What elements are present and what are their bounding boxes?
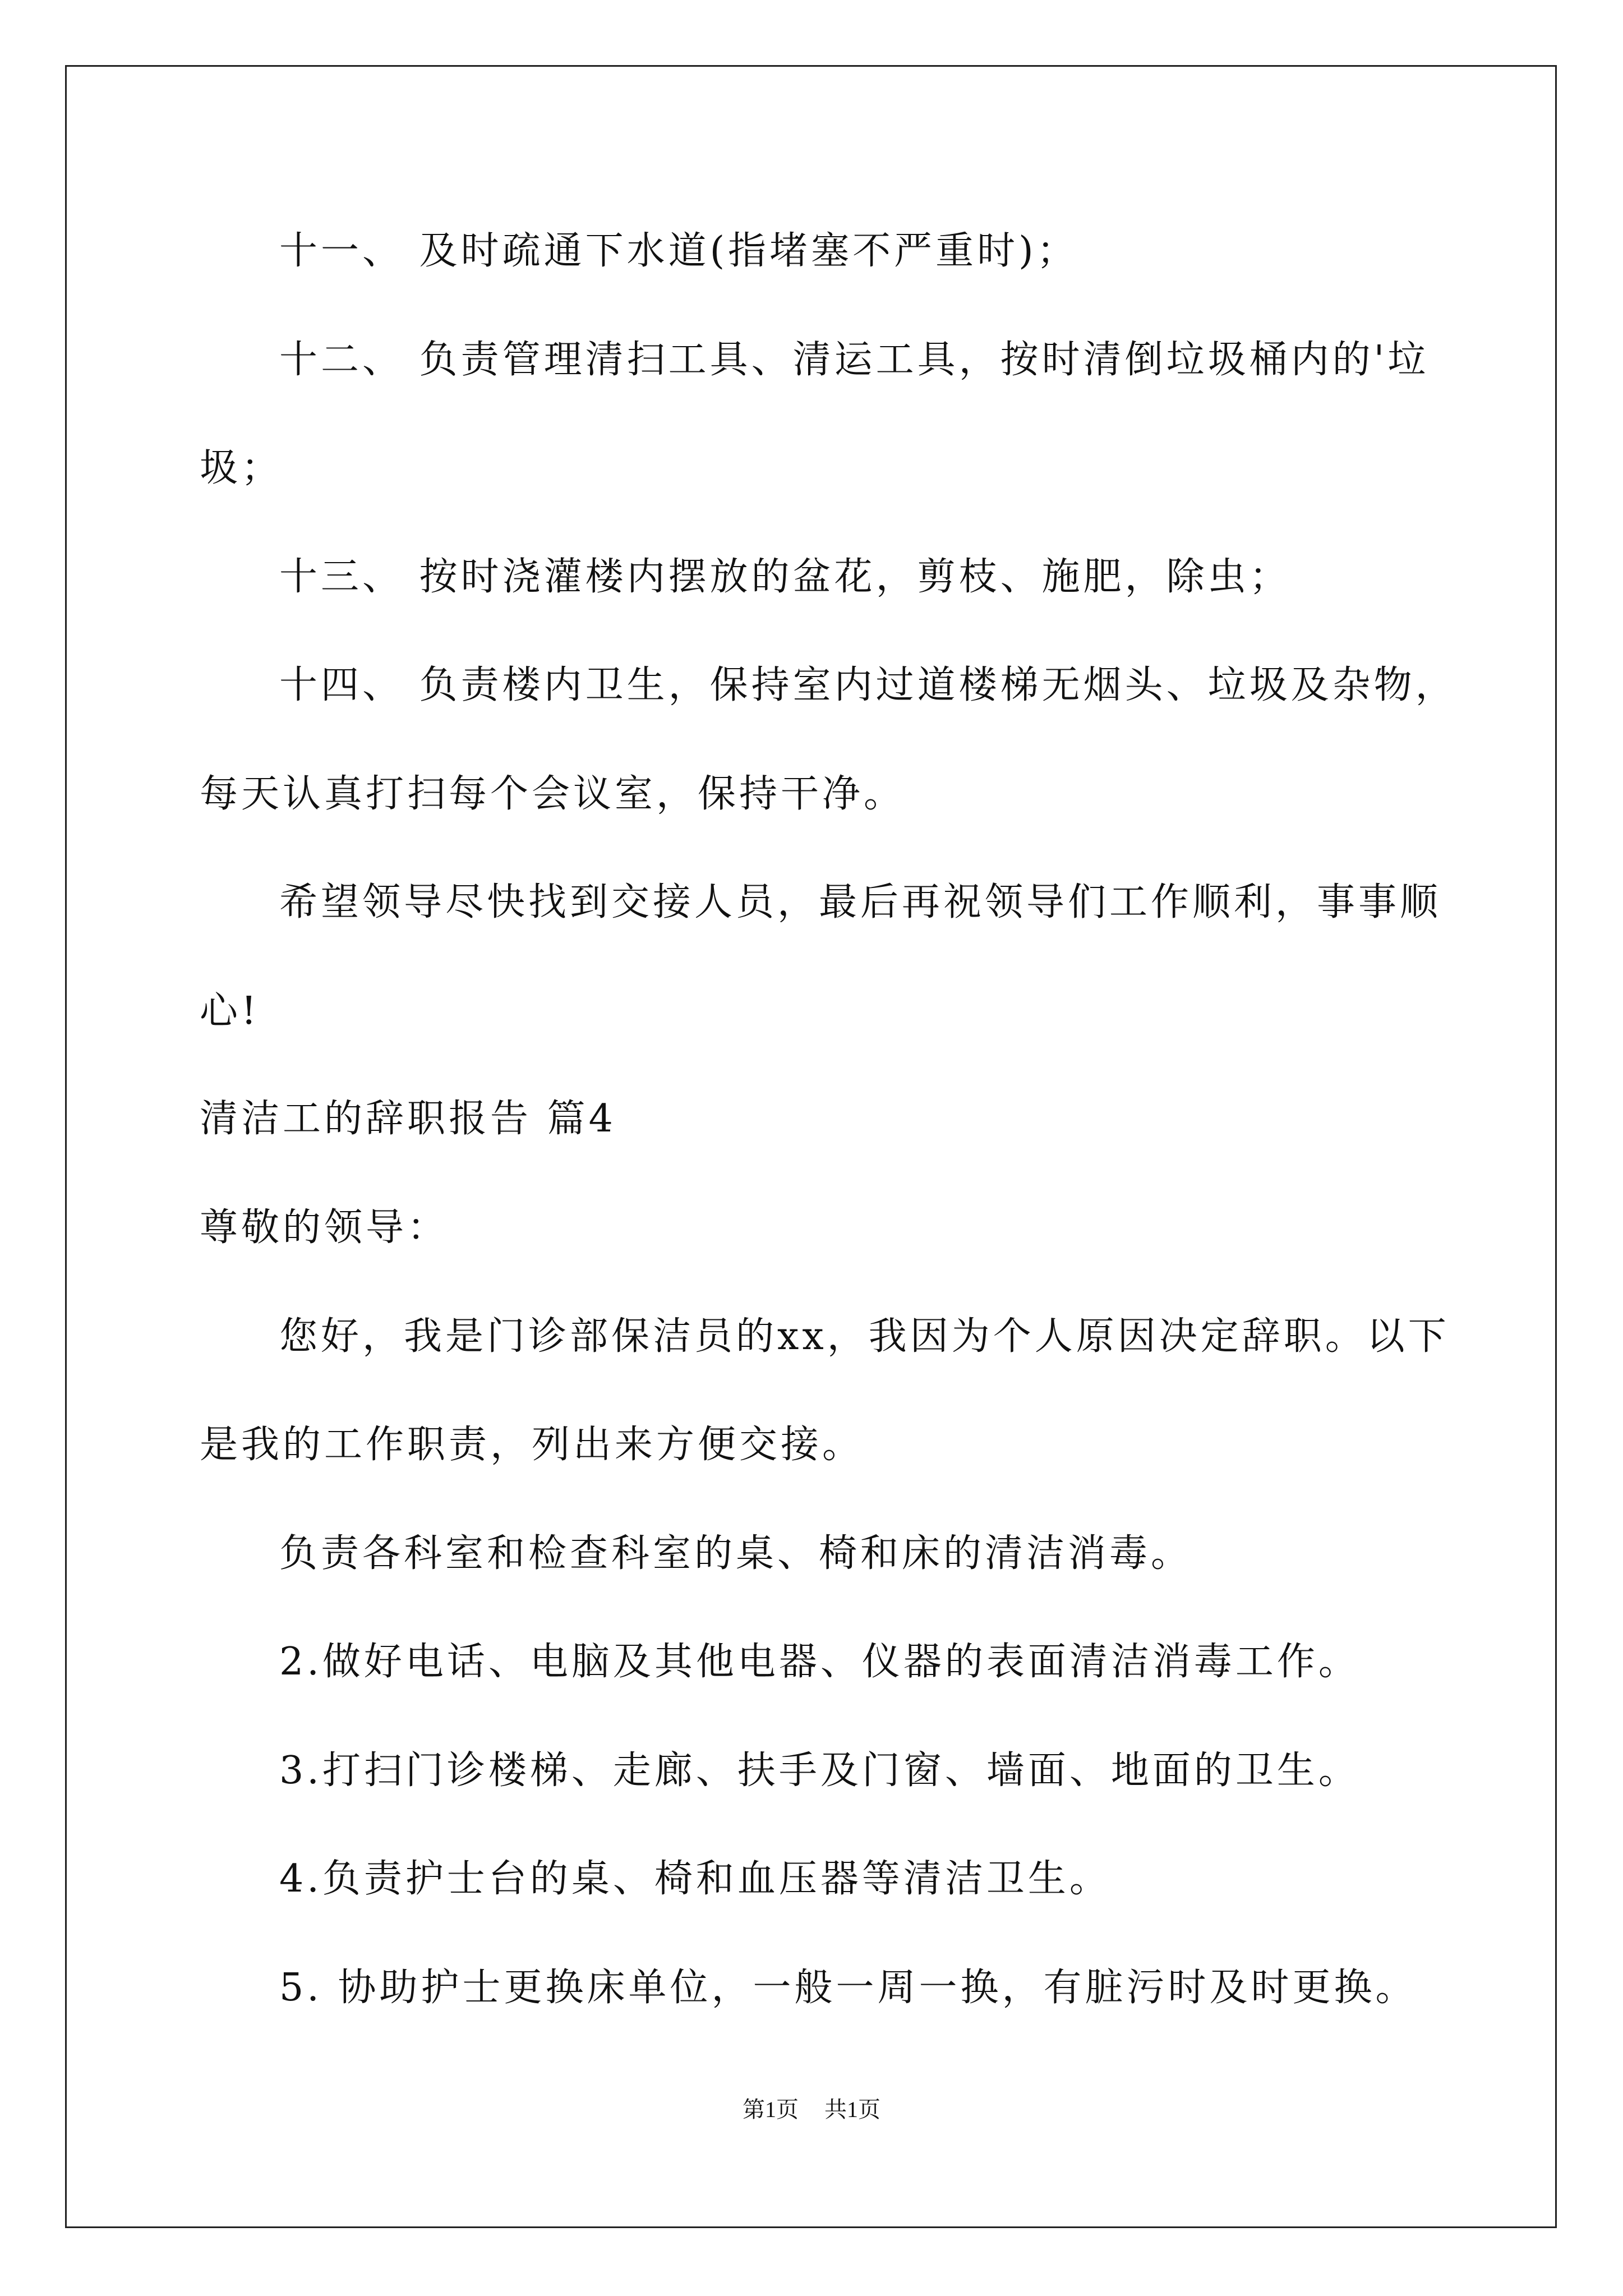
page-footer bbox=[0, 2096, 1623, 2124]
paragraph-line: 十四、 负责楼内卫生，保持室内过道楼梯无烟头、垃圾及杂物， bbox=[279, 663, 1457, 707]
paragraph-line: 心! bbox=[200, 989, 260, 1033]
list-item: 2.做好电话、电脑及其他电器、仪器的表面清洁消毒工作。 bbox=[279, 1640, 1360, 1684]
paragraph-line: 负责各科室和检查科室的桌、椅和床的清洁消毒。 bbox=[279, 1531, 1193, 1576]
paragraph-line: 您好，我是门诊部保洁员的xx，我因为个人原因决定辞职。以下 bbox=[279, 1314, 1450, 1359]
paragraph-line: 十一、 及时疏通下水道(指堵塞不严重时)； bbox=[279, 229, 1078, 273]
paragraph-line: 希望领导尽快找到交接人员，最后再祝领导们工作顺利，事事顺 bbox=[279, 880, 1442, 924]
paragraph-line: 十三、 按时浇灌楼内摆放的盆花，剪枝、施肥，除虫； bbox=[279, 555, 1291, 599]
page-number: 第1页 bbox=[743, 2097, 799, 2122]
paragraph-line: 圾； bbox=[200, 446, 283, 490]
page-total: 共1页 bbox=[824, 2097, 880, 2122]
list-item: 5. 协助护士更换床单位，一般一周一换，有脏污时及时更换。 bbox=[279, 1966, 1417, 2010]
paragraph-line: 每天认真打扫每个会议室，保持干净。 bbox=[200, 772, 906, 816]
section-title: 清洁工的辞职报告 篇4 bbox=[200, 1097, 616, 1141]
list-item: 3.打扫门诊楼梯、走廊、扶手及门窗、墙面、地面的卫生。 bbox=[279, 1749, 1360, 1793]
paragraph-line: 十二、 负责管理清扫工具、清运工具，按时清倒垃圾桶内的'垃 bbox=[279, 338, 1430, 382]
paragraph-line: 是我的工作职责，列出来方便交接。 bbox=[200, 1423, 864, 1467]
list-item: 4.负责护士台的桌、椅和血压器等清洁卫生。 bbox=[279, 1857, 1111, 1901]
salutation: 尊敬的领导： bbox=[200, 1205, 449, 1250]
